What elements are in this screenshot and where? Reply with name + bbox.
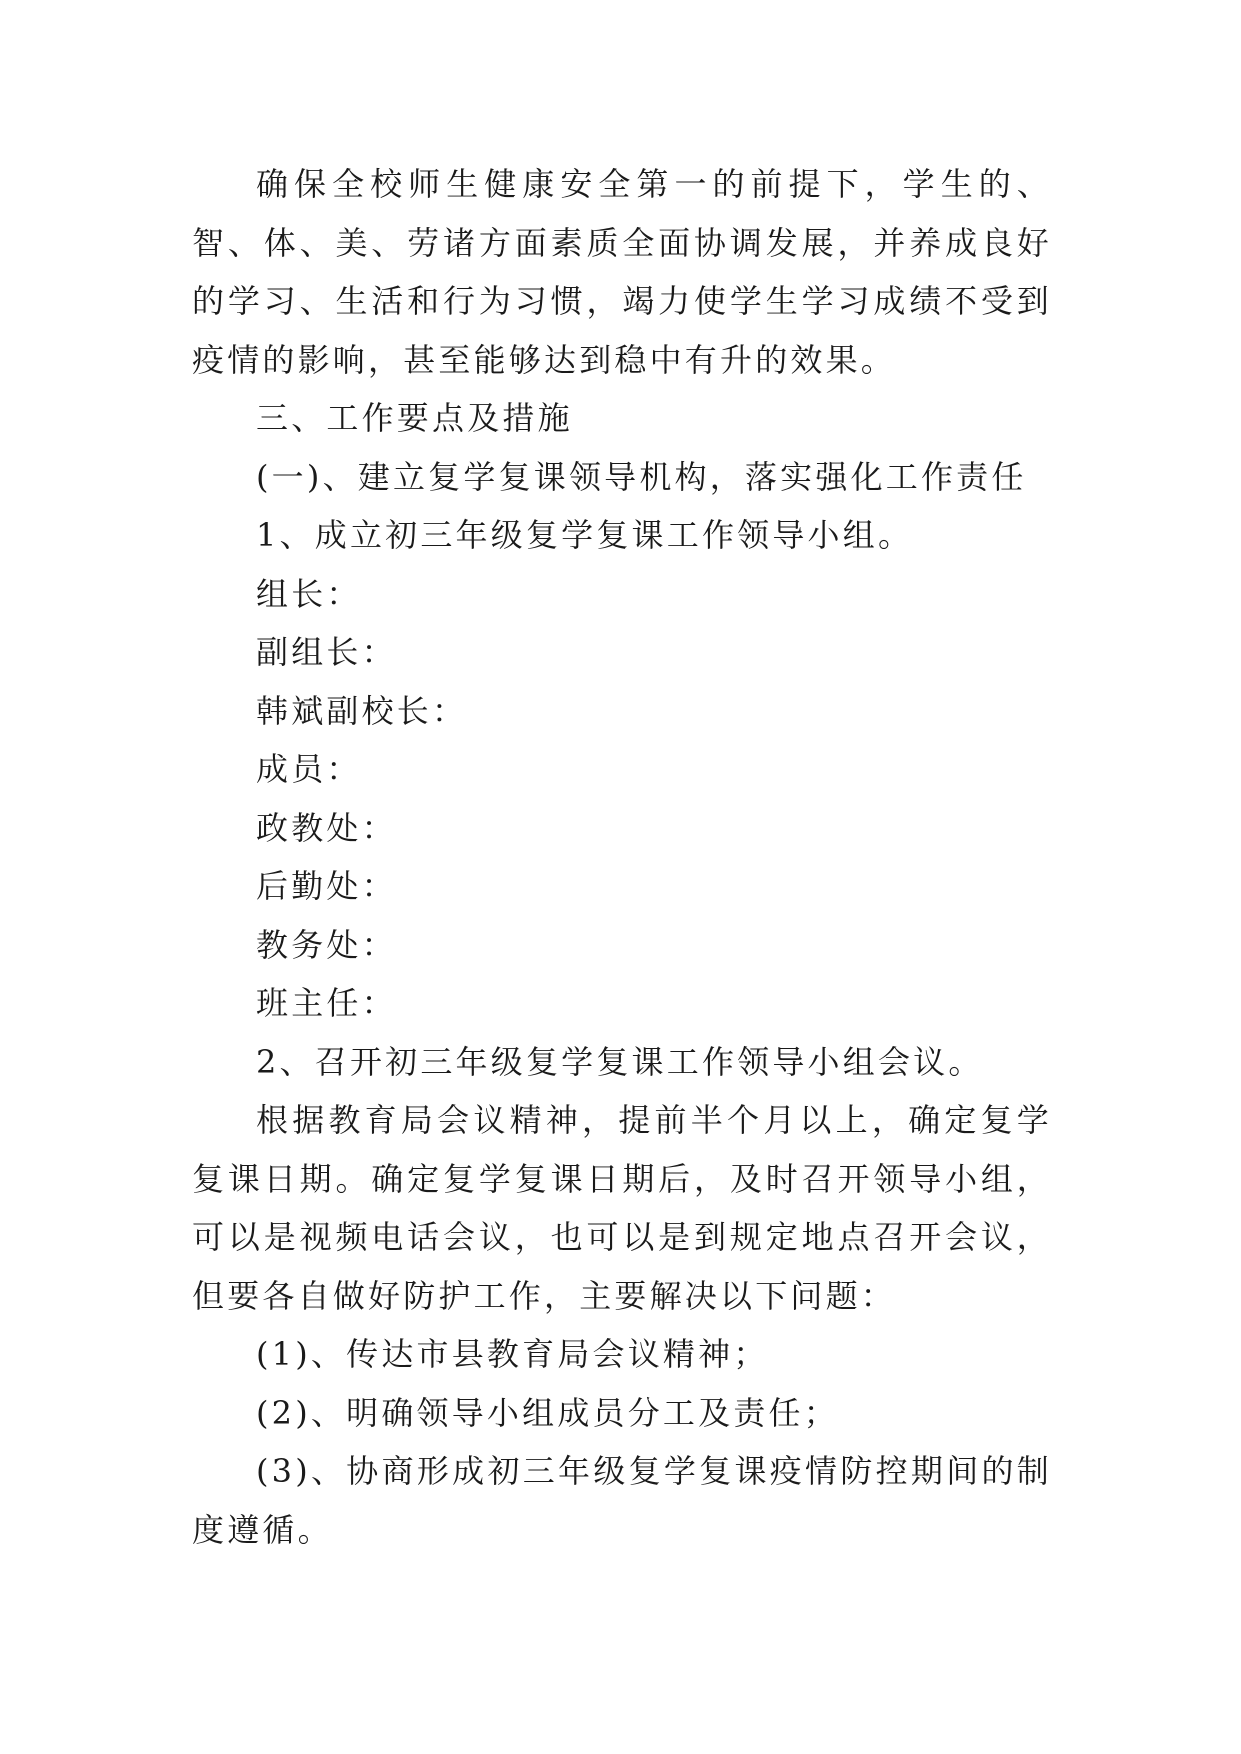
item-1-heading: 1、成立初三年级复学复课工作领导小组。 — [256, 516, 914, 554]
paragraph-goal: 确保全校师生健康安全第一的前提下，学生的、智、体、美、劳诸方面素质全面协调发展，并养成良好的学习、生活和行为习惯，竭力使学生学习成绩不受到疫情的影响，甚至能够达到稳中有升的效果。 — [192, 165, 1052, 379]
role-members: 成员： — [256, 750, 362, 788]
role-vice-principal: 韩斌副校长： — [256, 691, 468, 730]
subsection-heading-1: (一)、建立复学复课领导机构，落实强化工作责任 — [256, 457, 1027, 496]
paragraph-meeting: 根据教育局会议精神，提前半个月以上，确定复学复课日期。确定复学复课日期后，及时召开领导小组，可以是视频电话会议，也可以是到规定地点召开会议，但要各自做好防护工作，主要解决以下问题： — [192, 1101, 1052, 1315]
role-leader: 组长： — [256, 574, 362, 613]
list-item-1: (1)、传达市县教育局会议精神； — [256, 1335, 769, 1373]
role-class-teacher: 班主任： — [256, 984, 397, 1022]
document-page — [192, 155, 1052, 1559]
role-academic-office: 教务处： — [256, 925, 397, 964]
role-political-office: 政教处： — [256, 808, 397, 847]
role-logistics-office: 后勤处： — [256, 867, 397, 905]
list-item-2: (2)、明确领导小组成员分工及责任； — [256, 1393, 839, 1432]
role-deputy-leader: 副组长： — [256, 633, 397, 671]
list-item-3: (3)、协商形成初三年级复学复课疫情防控期间的制度遵循。 — [192, 1452, 1052, 1549]
item-2-heading: 2、召开初三年级复学复课工作领导小组会议。 — [256, 1042, 984, 1081]
section-heading-3: 三、工作要点及措施 — [256, 399, 573, 437]
